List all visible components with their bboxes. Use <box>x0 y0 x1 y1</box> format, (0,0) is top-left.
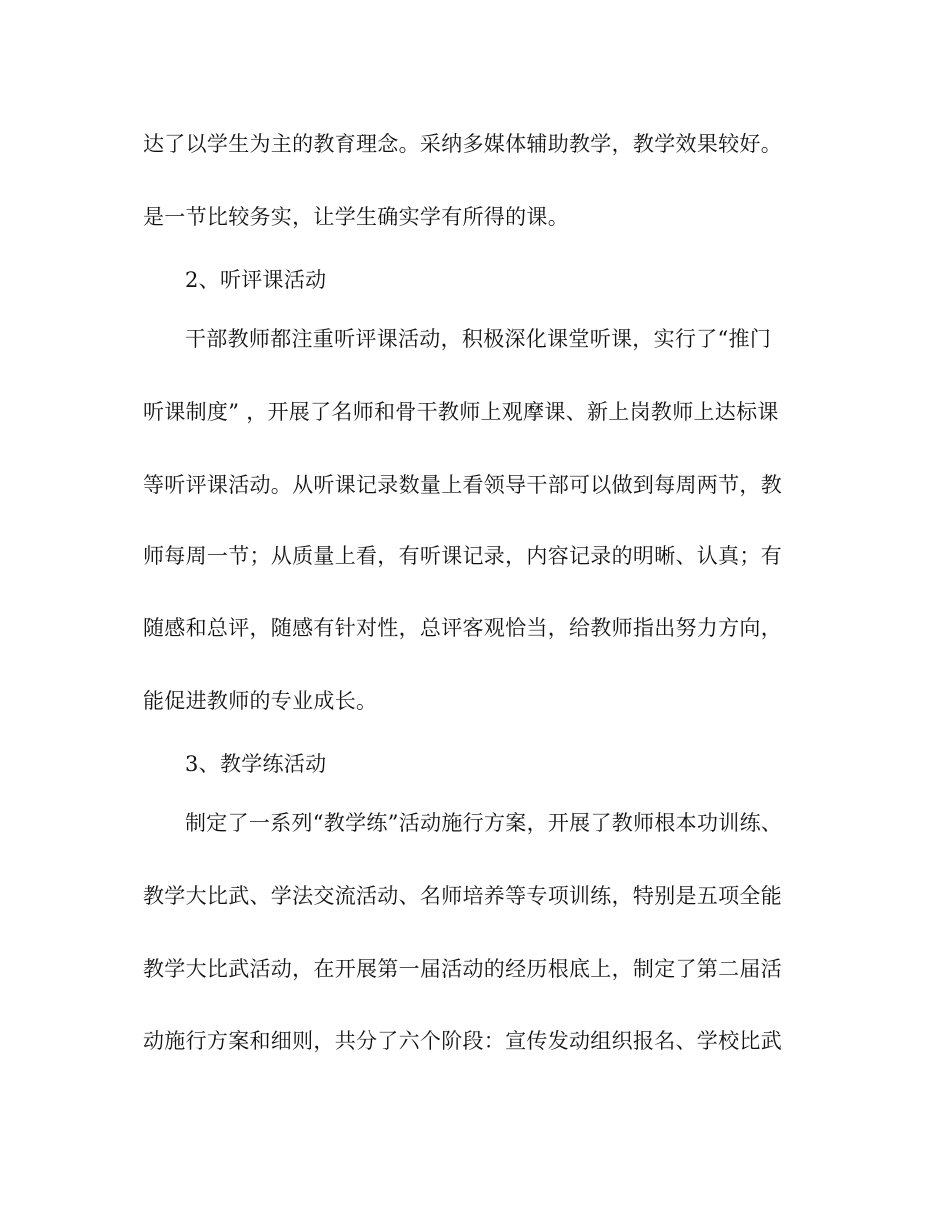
body-text-line: 动施行方案和细则，共分了六个阶段：宣传发动组织报名、学校比武 <box>143 1029 782 1053</box>
body-text-line: 能促进教师的专业成长。 <box>143 689 378 713</box>
body-text-line: 干部教师都注重听评课活动，积极深化课堂听课，实行了“推门 <box>185 327 772 351</box>
body-text-line: 教学大比武活动，在开展第一届活动的经历根底上，制定了第二届活 <box>143 957 782 981</box>
body-text-line: 等听评课活动。从听课记录数量上看领导干部可以做到每周两节，教 <box>143 473 782 497</box>
body-text-line: 制定了一系列“教学练”活动施行方案，开展了教师根本功训练、 <box>185 811 783 835</box>
body-text-line: 达了以学生为主的教育理念。采纳多媒体辅助教学，教学效果较好。 <box>143 132 782 156</box>
body-text-line: 听课制度” ，开展了名师和骨干教师上观摩课、新上岗教师上达标课 <box>143 400 779 424</box>
section-heading: 2、听评课活动 <box>185 268 327 292</box>
section-heading: 3、教学练活动 <box>185 752 327 776</box>
body-text-line: 随感和总评，随感有针对性，总评客观恰当，给教师指出努力方向， <box>143 616 782 640</box>
body-text-line: 师每周一节；从质量上看，有听课记录，内容记录的明晰、认真；有 <box>143 544 782 568</box>
body-text-line: 是一节比较务实，让学生确实学有所得的课。 <box>143 205 569 229</box>
body-text-line: 教学大比武、学法交流活动、名师培养等专项训练，特别是五项全能 <box>143 884 782 908</box>
